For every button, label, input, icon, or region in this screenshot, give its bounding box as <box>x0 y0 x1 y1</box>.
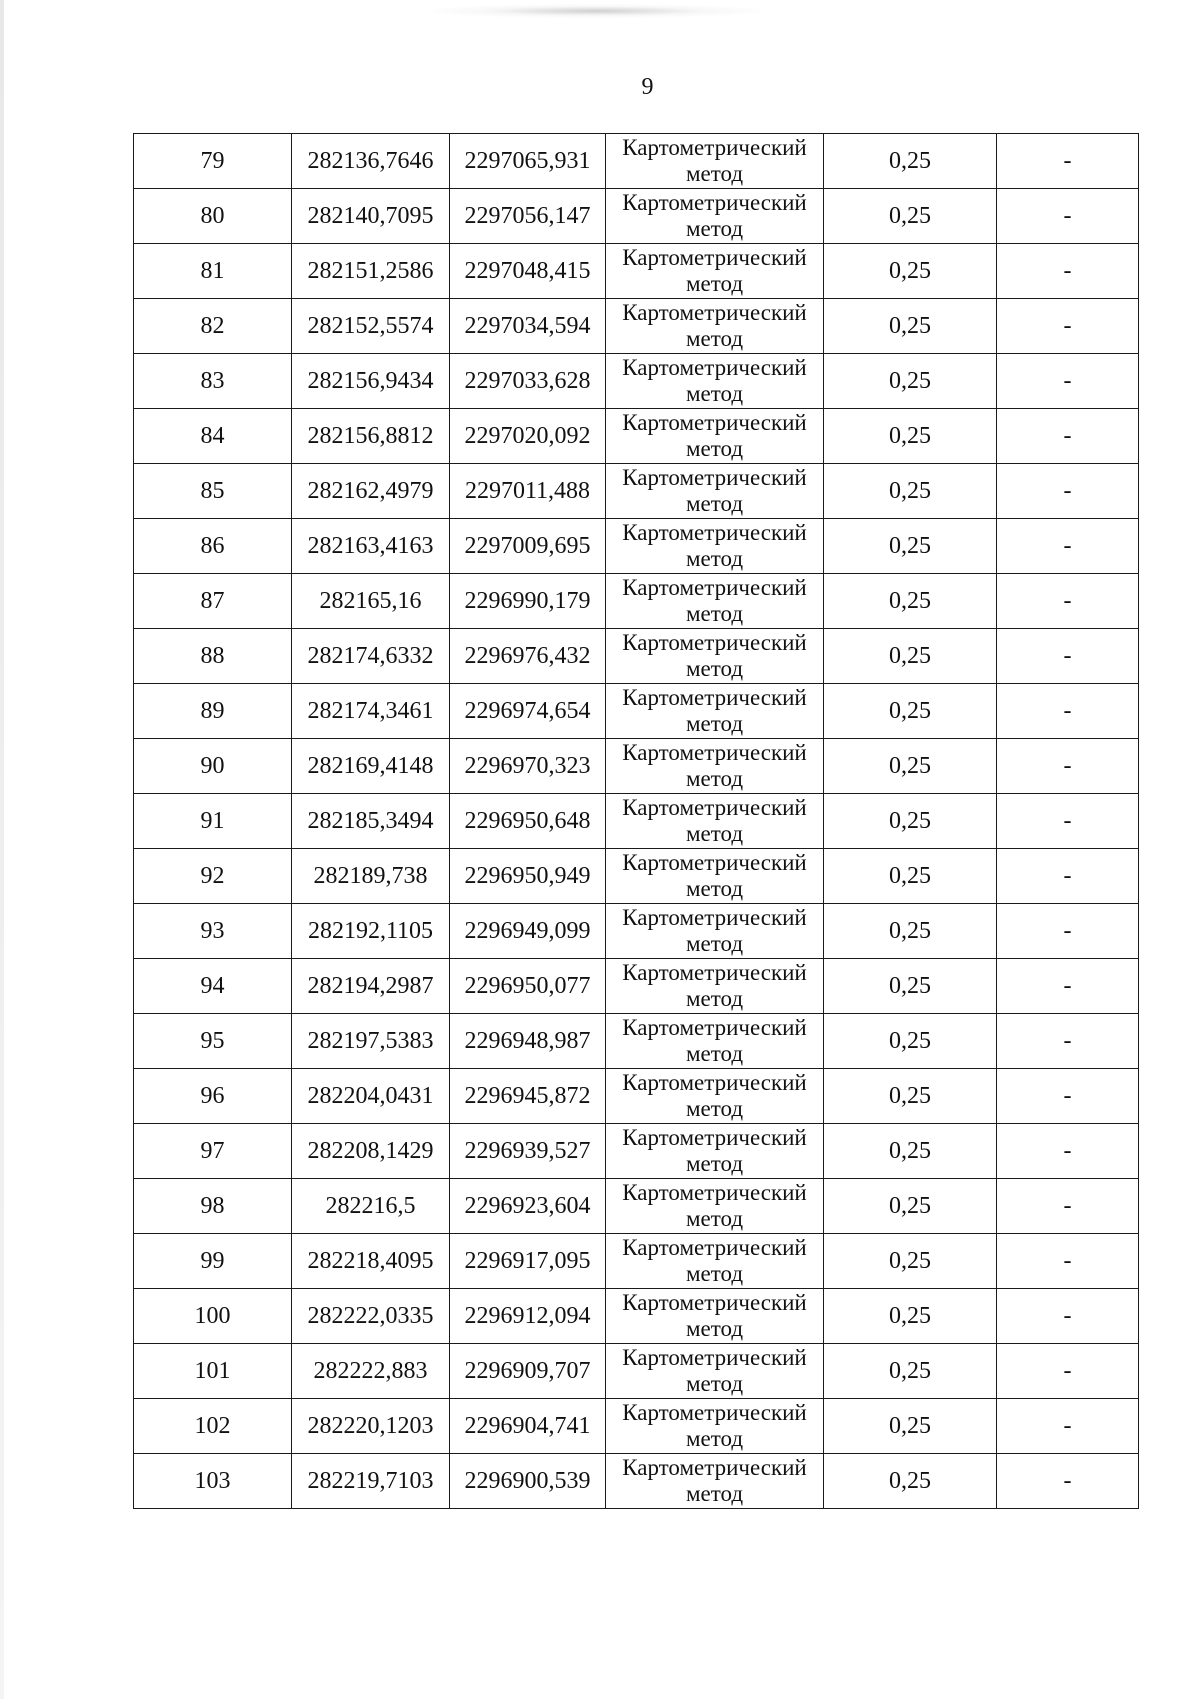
point-number-cell: 89 <box>134 684 292 739</box>
method-cell: Картометрический метод <box>606 1234 824 1289</box>
method-cell: Картометрический метод <box>606 904 824 959</box>
method-cell: Картометрический метод <box>606 959 824 1014</box>
note-cell: - <box>997 1289 1139 1344</box>
y-coordinate-cell: 2297048,415 <box>450 244 606 299</box>
note-cell: - <box>997 299 1139 354</box>
point-number-cell: 96 <box>134 1069 292 1124</box>
table-row <box>134 1399 1139 1454</box>
point-number-cell: 92 <box>134 849 292 904</box>
y-coordinate-cell: 2296904,741 <box>450 1399 606 1454</box>
accuracy-cell: 0,25 <box>824 629 997 684</box>
y-coordinate-cell: 2296923,604 <box>450 1179 606 1234</box>
x-coordinate-cell: 282140,7095 <box>292 189 450 244</box>
table-row <box>134 464 1139 519</box>
point-number-cell: 83 <box>134 354 292 409</box>
note-cell: - <box>997 574 1139 629</box>
y-coordinate-cell: 2297009,695 <box>450 519 606 574</box>
table-row <box>134 1289 1139 1344</box>
note-cell: - <box>997 244 1139 299</box>
note-cell: - <box>997 1014 1139 1069</box>
table-row <box>134 189 1139 244</box>
note-cell: - <box>997 684 1139 739</box>
accuracy-cell: 0,25 <box>824 464 997 519</box>
table-row <box>134 574 1139 629</box>
note-cell: - <box>997 629 1139 684</box>
table-row <box>134 849 1139 904</box>
method-cell: Картометрический метод <box>606 739 824 794</box>
point-number-cell: 86 <box>134 519 292 574</box>
accuracy-cell: 0,25 <box>824 1234 997 1289</box>
method-cell: Картометрический метод <box>606 409 824 464</box>
note-cell: - <box>997 189 1139 244</box>
y-coordinate-cell: 2297033,628 <box>450 354 606 409</box>
table-row <box>134 1069 1139 1124</box>
method-cell: Картометрический метод <box>606 684 824 739</box>
accuracy-cell: 0,25 <box>824 1344 997 1399</box>
point-number-cell: 103 <box>134 1454 292 1509</box>
y-coordinate-cell: 2296948,987 <box>450 1014 606 1069</box>
method-cell: Картометрический метод <box>606 189 824 244</box>
table-row <box>134 1014 1139 1069</box>
point-number-cell: 93 <box>134 904 292 959</box>
x-coordinate-cell: 282208,1429 <box>292 1124 450 1179</box>
point-number-cell: 80 <box>134 189 292 244</box>
y-coordinate-cell: 2296950,077 <box>450 959 606 1014</box>
scan-edge-shadow <box>0 0 4 1699</box>
point-number-cell: 90 <box>134 739 292 794</box>
scan-smudge <box>430 4 760 18</box>
table-row <box>134 409 1139 464</box>
accuracy-cell: 0,25 <box>824 1179 997 1234</box>
accuracy-cell: 0,25 <box>824 354 997 409</box>
x-coordinate-cell: 282163,4163 <box>292 519 450 574</box>
point-number-cell: 79 <box>134 134 292 189</box>
page-number: 9 <box>641 74 654 100</box>
method-cell: Картометрический метод <box>606 1014 824 1069</box>
method-cell: Картометрический метод <box>606 574 824 629</box>
note-cell: - <box>997 464 1139 519</box>
x-coordinate-cell: 282156,8812 <box>292 409 450 464</box>
y-coordinate-cell: 2296939,527 <box>450 1124 606 1179</box>
point-number-cell: 82 <box>134 299 292 354</box>
note-cell: - <box>997 794 1139 849</box>
y-coordinate-cell: 2296970,323 <box>450 739 606 794</box>
method-cell: Картометрический метод <box>606 244 824 299</box>
accuracy-cell: 0,25 <box>824 1069 997 1124</box>
accuracy-cell: 0,25 <box>824 1399 997 1454</box>
x-coordinate-cell: 282174,3461 <box>292 684 450 739</box>
table-row <box>134 354 1139 409</box>
accuracy-cell: 0,25 <box>824 849 997 904</box>
y-coordinate-cell: 2296949,099 <box>450 904 606 959</box>
point-number-cell: 102 <box>134 1399 292 1454</box>
table-row <box>134 519 1139 574</box>
note-cell: - <box>997 409 1139 464</box>
method-cell: Картометрический метод <box>606 354 824 409</box>
point-number-cell: 100 <box>134 1289 292 1344</box>
note-cell: - <box>997 1069 1139 1124</box>
point-number-cell: 85 <box>134 464 292 519</box>
point-number-cell: 99 <box>134 1234 292 1289</box>
method-cell: Картометрический метод <box>606 299 824 354</box>
point-number-cell: 88 <box>134 629 292 684</box>
x-coordinate-cell: 282174,6332 <box>292 629 450 684</box>
accuracy-cell: 0,25 <box>824 299 997 354</box>
table-row <box>134 1179 1139 1234</box>
method-cell: Картометрический метод <box>606 1069 824 1124</box>
method-cell: Картометрический метод <box>606 629 824 684</box>
note-cell: - <box>997 1344 1139 1399</box>
point-number-cell: 101 <box>134 1344 292 1399</box>
accuracy-cell: 0,25 <box>824 519 997 574</box>
y-coordinate-cell: 2296950,949 <box>450 849 606 904</box>
accuracy-cell: 0,25 <box>824 409 997 464</box>
note-cell: - <box>997 1124 1139 1179</box>
table-row <box>134 299 1139 354</box>
note-cell: - <box>997 1399 1139 1454</box>
x-coordinate-cell: 282162,4979 <box>292 464 450 519</box>
x-coordinate-cell: 282165,16 <box>292 574 450 629</box>
x-coordinate-cell: 282216,5 <box>292 1179 450 1234</box>
point-number-cell: 98 <box>134 1179 292 1234</box>
table-row <box>134 684 1139 739</box>
note-cell: - <box>997 849 1139 904</box>
table-row <box>134 1454 1139 1509</box>
table-row <box>134 794 1139 849</box>
accuracy-cell: 0,25 <box>824 904 997 959</box>
accuracy-cell: 0,25 <box>824 959 997 1014</box>
x-coordinate-cell: 282222,883 <box>292 1344 450 1399</box>
note-cell: - <box>997 354 1139 409</box>
x-coordinate-cell: 282189,738 <box>292 849 450 904</box>
x-coordinate-cell: 282204,0431 <box>292 1069 450 1124</box>
accuracy-cell: 0,25 <box>824 1289 997 1344</box>
table-row <box>134 1124 1139 1179</box>
method-cell: Картометрический метод <box>606 849 824 904</box>
accuracy-cell: 0,25 <box>824 684 997 739</box>
accuracy-cell: 0,25 <box>824 189 997 244</box>
y-coordinate-cell: 2297056,147 <box>450 189 606 244</box>
accuracy-cell: 0,25 <box>824 739 997 794</box>
accuracy-cell: 0,25 <box>824 1124 997 1179</box>
y-coordinate-cell: 2296909,707 <box>450 1344 606 1399</box>
table-row <box>134 629 1139 684</box>
table-row <box>134 959 1139 1014</box>
note-cell: - <box>997 959 1139 1014</box>
accuracy-cell: 0,25 <box>824 244 997 299</box>
point-number-cell: 91 <box>134 794 292 849</box>
note-cell: - <box>997 1454 1139 1509</box>
method-cell: Картометрический метод <box>606 1454 824 1509</box>
point-number-cell: 87 <box>134 574 292 629</box>
note-cell: - <box>997 739 1139 794</box>
y-coordinate-cell: 2297065,931 <box>450 134 606 189</box>
method-cell: Картометрический метод <box>606 794 824 849</box>
point-number-cell: 97 <box>134 1124 292 1179</box>
accuracy-cell: 0,25 <box>824 574 997 629</box>
y-coordinate-cell: 2296976,432 <box>450 629 606 684</box>
method-cell: Картометрический метод <box>606 1179 824 1234</box>
x-coordinate-cell: 282222,0335 <box>292 1289 450 1344</box>
method-cell: Картометрический метод <box>606 134 824 189</box>
table-row <box>134 1234 1139 1289</box>
method-cell: Картометрический метод <box>606 519 824 574</box>
x-coordinate-cell: 282192,1105 <box>292 904 450 959</box>
point-number-cell: 95 <box>134 1014 292 1069</box>
y-coordinate-cell: 2296950,648 <box>450 794 606 849</box>
y-coordinate-cell: 2296900,539 <box>450 1454 606 1509</box>
x-coordinate-cell: 282218,4095 <box>292 1234 450 1289</box>
method-cell: Картометрический метод <box>606 1399 824 1454</box>
accuracy-cell: 0,25 <box>824 134 997 189</box>
accuracy-cell: 0,25 <box>824 1454 997 1509</box>
y-coordinate-cell: 2297034,594 <box>450 299 606 354</box>
x-coordinate-cell: 282219,7103 <box>292 1454 450 1509</box>
x-coordinate-cell: 282220,1203 <box>292 1399 450 1454</box>
coordinates-table-body <box>134 134 1139 1509</box>
table-row <box>134 904 1139 959</box>
y-coordinate-cell: 2296917,095 <box>450 1234 606 1289</box>
note-cell: - <box>997 519 1139 574</box>
x-coordinate-cell: 282156,9434 <box>292 354 450 409</box>
x-coordinate-cell: 282136,7646 <box>292 134 450 189</box>
coordinates-table <box>133 133 1139 1509</box>
table-row <box>134 1344 1139 1399</box>
method-cell: Картометрический метод <box>606 1289 824 1344</box>
x-coordinate-cell: 282197,5383 <box>292 1014 450 1069</box>
y-coordinate-cell: 2296945,872 <box>450 1069 606 1124</box>
note-cell: - <box>997 1234 1139 1289</box>
method-cell: Картометрический метод <box>606 464 824 519</box>
accuracy-cell: 0,25 <box>824 1014 997 1069</box>
point-number-cell: 94 <box>134 959 292 1014</box>
method-cell: Картометрический метод <box>606 1124 824 1179</box>
x-coordinate-cell: 282169,4148 <box>292 739 450 794</box>
note-cell: - <box>997 134 1139 189</box>
table-row <box>134 244 1139 299</box>
x-coordinate-cell: 282151,2586 <box>292 244 450 299</box>
note-cell: - <box>997 904 1139 959</box>
accuracy-cell: 0,25 <box>824 794 997 849</box>
x-coordinate-cell: 282152,5574 <box>292 299 450 354</box>
point-number-cell: 84 <box>134 409 292 464</box>
x-coordinate-cell: 282185,3494 <box>292 794 450 849</box>
y-coordinate-cell: 2297020,092 <box>450 409 606 464</box>
y-coordinate-cell: 2297011,488 <box>450 464 606 519</box>
x-coordinate-cell: 282194,2987 <box>292 959 450 1014</box>
point-number-cell: 81 <box>134 244 292 299</box>
table-row <box>134 739 1139 794</box>
y-coordinate-cell: 2296912,094 <box>450 1289 606 1344</box>
y-coordinate-cell: 2296990,179 <box>450 574 606 629</box>
method-cell: Картометрический метод <box>606 1344 824 1399</box>
note-cell: - <box>997 1179 1139 1234</box>
table-row <box>134 134 1139 189</box>
y-coordinate-cell: 2296974,654 <box>450 684 606 739</box>
